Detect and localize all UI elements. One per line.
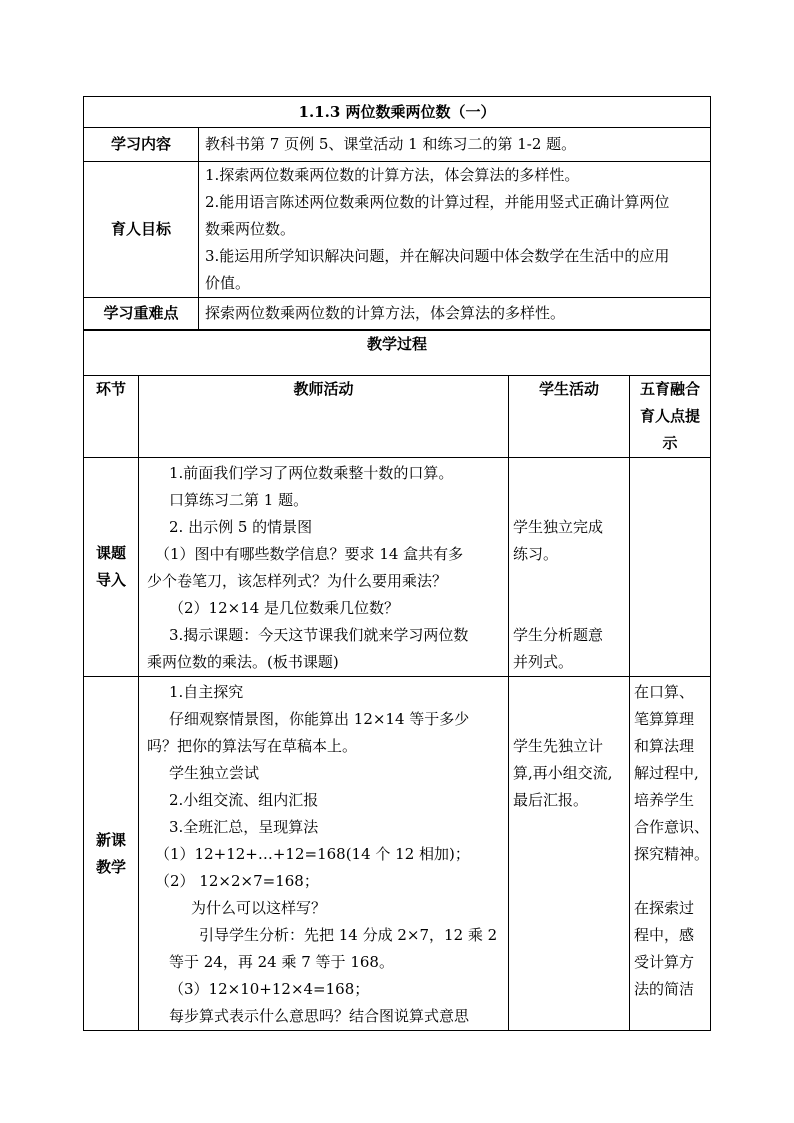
tips-line bbox=[634, 868, 706, 895]
tips-line: 探究精神。 bbox=[634, 845, 710, 863]
teacher-line: （2）12×14 是几位数乘几位数？ bbox=[169, 599, 400, 617]
teacher-line: 等于 24，再 24 乘 7 等于 168。 bbox=[169, 953, 394, 971]
tips-line: 受计算方 bbox=[634, 953, 695, 971]
teacher-line: 学生独立尝试 bbox=[169, 764, 260, 782]
stage-line: 新课 bbox=[95, 830, 126, 849]
teacher-line: 口算练习二第 1 题。 bbox=[169, 491, 309, 509]
stage-line: 课题 bbox=[95, 544, 126, 562]
goals-label: 育人目标 bbox=[84, 162, 199, 298]
tips-line: 程中，感 bbox=[634, 926, 695, 944]
tips-line: 和算法理 bbox=[634, 737, 695, 755]
header-tips-line: 示 bbox=[662, 434, 678, 452]
tips-line: 法的简洁 bbox=[634, 980, 695, 998]
header-teacher: 教师活动 bbox=[139, 376, 509, 458]
goals-line: 2.能用语言陈述两位数乘两位数的计算过程，并能用竖式正确计算两位 bbox=[205, 193, 670, 211]
teacher-line: 少个卷笔刀，该怎样列式？为什么要用乘法？ bbox=[147, 572, 448, 590]
tips-cell bbox=[630, 458, 711, 677]
teacher-line: 2.小组交流、组内汇报 bbox=[169, 791, 319, 809]
student-line bbox=[513, 568, 625, 595]
student-line: 学生先独立计 bbox=[513, 737, 604, 755]
teacher-line: （1）图中有哪些数学信息？要求 14 盒共有多 bbox=[155, 545, 464, 563]
teacher-line: 每步算式表示什么意思吗？结合图说算式意思 bbox=[169, 1007, 470, 1025]
student-cell bbox=[509, 458, 630, 677]
teacher-line: 乘两位数的乘法。(板书课题) bbox=[147, 653, 339, 671]
process-section-title: 教学过程 bbox=[84, 331, 711, 376]
student-cell bbox=[509, 677, 630, 1031]
tips-line: 解过程中, bbox=[634, 764, 699, 782]
table-row bbox=[84, 677, 711, 1031]
goals-line: 1.探索两位数乘两位数的计算方法，体会算法的多样性。 bbox=[205, 166, 580, 184]
lesson-title: 1.1.3 两位数乘两位数（一） bbox=[84, 97, 711, 128]
header-stage: 环节 bbox=[84, 376, 139, 458]
teacher-line: （1）12+12+…+12=168(14 个 12 相加)； bbox=[155, 845, 470, 863]
info-table bbox=[83, 96, 711, 330]
stage-cell bbox=[84, 677, 139, 1031]
content-label: 学习内容 bbox=[84, 128, 199, 162]
keypoints-value: 探索两位数乘两位数的计算方法，体会算法的多样性。 bbox=[199, 298, 711, 330]
teacher-cell bbox=[139, 458, 509, 677]
student-line: 练习。 bbox=[513, 545, 559, 563]
teacher-line: 2. 出示例 5 的情景图 bbox=[169, 518, 313, 536]
header-student: 学生活动 bbox=[509, 376, 630, 458]
student-line: 学生独立完成 bbox=[513, 518, 604, 536]
teacher-line: 1.自主探究 bbox=[169, 683, 244, 701]
header-tips-line: 育人点提 bbox=[640, 407, 701, 425]
teacher-line: 1.前面我们学习了两位数乘整十数的口算。 bbox=[169, 464, 454, 482]
stage-line: 导入 bbox=[95, 571, 126, 589]
student-line: 算,再小组交流, bbox=[513, 764, 613, 782]
teacher-line: 仔细观察情景图，你能算出 12×14 等于多少 bbox=[169, 710, 470, 728]
student-line: 最后汇报。 bbox=[513, 791, 589, 809]
tips-line: 在口算、 bbox=[634, 683, 695, 701]
process-table bbox=[83, 330, 711, 1031]
tips-line: 合作意识、 bbox=[634, 818, 710, 836]
tips-line: 笔算算理 bbox=[634, 710, 695, 728]
header-tips bbox=[630, 376, 711, 458]
teacher-line: 引导学生分析：先把 14 分成 2×7，12 乘 2 bbox=[199, 926, 498, 944]
tips-line: 培养学生 bbox=[634, 791, 695, 809]
teacher-line: （2） 12×2×7=168； bbox=[155, 872, 319, 890]
stage-cell bbox=[84, 458, 139, 677]
student-line: 并列式。 bbox=[513, 653, 574, 671]
tips-cell bbox=[630, 677, 711, 1031]
header-tips-line: 五育融合 bbox=[640, 380, 701, 398]
teacher-line: 为什么可以这样写？ bbox=[191, 899, 327, 917]
teacher-cell bbox=[139, 677, 509, 1031]
table-row bbox=[84, 458, 711, 677]
student-line bbox=[513, 595, 625, 622]
goals-line: 数乘两位数。 bbox=[205, 220, 296, 238]
teacher-line: 3.揭示课题：今天这节课我们就来学习两位数 bbox=[169, 626, 469, 644]
goals-line: 3.能运用所学知识解决问题，并在解决问题中体会数学在生活中的应用 bbox=[205, 247, 670, 265]
goals-value bbox=[199, 162, 711, 298]
student-line: 学生分析题意 bbox=[513, 626, 604, 644]
tips-line: 在探索过 bbox=[634, 899, 695, 917]
teacher-line: 3.全班汇总，呈现算法 bbox=[169, 818, 319, 836]
content-value: 教科书第 7 页例 5、课堂活动 1 和练习二的第 1-2 题。 bbox=[199, 128, 711, 162]
stage-line: 教学 bbox=[95, 857, 126, 876]
keypoints-label: 学习重难点 bbox=[84, 298, 199, 330]
teacher-line: 吗？把你的算法写在草稿本上。 bbox=[147, 737, 358, 755]
goals-line: 价值。 bbox=[205, 274, 251, 292]
teacher-line: （3）12×10+12×4=168； bbox=[169, 980, 370, 998]
